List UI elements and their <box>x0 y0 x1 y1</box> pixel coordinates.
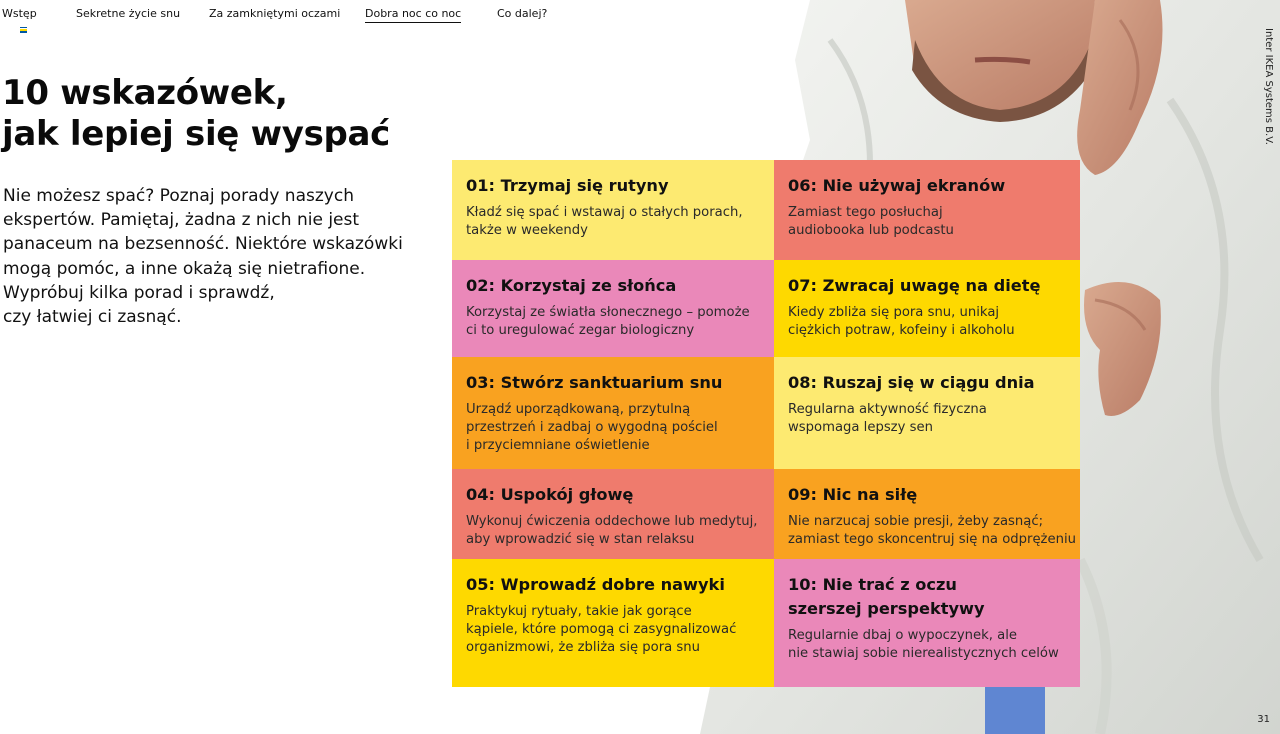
tip-text-line: Kładź się spać i wstawaj o stałych porach, <box>466 205 743 220</box>
page-title-line-2: jak lepiej się wyspać <box>2 114 391 154</box>
tip-text <box>466 513 774 549</box>
tip-title-line: 02: Korzystaj ze słońca <box>466 276 677 295</box>
tip-title <box>788 371 1080 395</box>
tip-text-line: także w weekendy <box>466 223 588 238</box>
tip-title <box>466 371 774 395</box>
tip-text-line: zamiast tego skoncentruj się na odprężeniu <box>788 532 1076 547</box>
tip-text <box>466 304 774 340</box>
tip-text-line: Korzystaj ze światła słonecznego – pomoże <box>466 305 750 320</box>
nav-item-dobra-noc-co-noc[interactable]: Dobra noc co noc <box>365 7 461 23</box>
intro-line: panaceum na bezsenność. Niektóre wskazówki <box>3 234 403 255</box>
tip-title-line: szerszej perspektywy <box>788 599 985 618</box>
intro-line: Nie możesz spać? Poznaj porady naszych <box>3 186 354 206</box>
tip-text-line: Nie narzucaj sobie presji, żeby zasnąć; <box>788 514 1044 529</box>
page-number: 31 <box>1257 714 1270 725</box>
tip-card-09 <box>774 469 1080 559</box>
ikea-flag-icon <box>20 27 27 34</box>
tip-text <box>466 401 774 455</box>
tip-title <box>788 483 1080 507</box>
intro-line: ekspertów. Pamiętaj, żadna z nich nie jest <box>3 210 360 231</box>
tip-text-line: Regularna aktywność fizyczna <box>788 402 987 417</box>
tip-text <box>788 627 1080 663</box>
tip-text <box>466 204 774 240</box>
tip-text-line: przestrzeń i zadbaj o wygodną pościel <box>466 420 718 435</box>
tip-card-02 <box>452 260 774 357</box>
tip-text <box>788 401 1080 437</box>
tip-text-line: Wykonuj ćwiczenia oddechowe lub medytuj, <box>466 514 758 529</box>
tip-text-line: ciężkich potraw, kofeiny i alkoholu <box>788 323 1015 338</box>
tip-title-line: 09: Nic na siłę <box>788 485 918 504</box>
tip-card-03 <box>452 357 774 469</box>
tip-text-line: kąpiele, które pomogą ci zasygnalizować <box>466 622 737 637</box>
tip-text-line: wspomaga lepszy sen <box>788 420 933 435</box>
tip-title <box>466 274 774 298</box>
tip-title-line: 01: Trzymaj się rutyny <box>466 176 669 195</box>
tip-text <box>788 304 1080 340</box>
tip-card-06 <box>774 160 1080 260</box>
page-title-line-1: 10 wskazówek, <box>2 73 288 113</box>
intro-line: czy łatwiej ci zasnąć. <box>3 307 182 328</box>
tip-title <box>788 573 1080 621</box>
tip-text-line: Praktykuj rytuały, takie jak gorące <box>466 604 692 619</box>
tip-text <box>788 204 1080 240</box>
tip-text <box>466 603 774 657</box>
tip-text-line: Zamiast tego posłuchaj <box>788 205 943 220</box>
tip-card-10 <box>774 559 1080 687</box>
tip-text-line: ci to uregulować zegar biologiczny <box>466 323 695 338</box>
nav-item-za-zamknietymi-oczami[interactable]: Za zamkniętymi oczami <box>209 7 341 20</box>
tip-text-line: nie stawiaj sobie nierealistycznych celów <box>788 646 1059 661</box>
tip-text-line: Urządź uporządkowaną, przytulną <box>466 402 691 417</box>
tip-title-line: 05: Wprowadź dobre nawyki <box>466 575 725 594</box>
tip-text-line: aby wprowadzić się w stan relaksu <box>466 532 695 547</box>
tip-title-line: 10: Nie trać z oczu <box>788 575 957 594</box>
intro-paragraph <box>3 184 403 329</box>
tip-title-line: 07: Zwracaj uwagę na dietę <box>788 276 1041 295</box>
tip-text-line: organizmowi, że zbliża się pora snu <box>466 640 701 655</box>
tip-card-04 <box>452 469 774 559</box>
tip-text <box>788 513 1080 549</box>
nav-item-sekretne-zycie-snu[interactable]: Sekretne życie snu <box>76 7 181 20</box>
tip-title <box>466 483 774 507</box>
tip-title-line: 08: Ruszaj się w ciągu dnia <box>788 373 1035 392</box>
tip-text-line: Kiedy zbliża się pora snu, unikaj <box>788 305 1000 320</box>
tip-title-line: 04: Uspokój głowę <box>466 485 634 504</box>
tip-card-08 <box>774 357 1080 469</box>
tip-text-line: Regularnie dbaj o wypoczynek, ale <box>788 628 1017 643</box>
tip-title <box>788 274 1080 298</box>
tip-text-line: audiobooka lub podcastu <box>788 223 954 238</box>
intro-line: mogą pomóc, a inne okażą się nietrafione. <box>3 258 366 279</box>
tip-text-line: i przyciemniane oświetlenie <box>466 438 650 453</box>
tip-title <box>466 573 774 597</box>
tip-title <box>466 174 774 198</box>
brand-vertical-text: Inter IKEA Systems B.V. <box>1263 28 1274 145</box>
intro-line: Wypróbuj kilka porad i sprawdź, <box>3 282 275 303</box>
nav-item-wstep[interactable]: Wstęp <box>2 7 37 20</box>
tip-title-line: 06: Nie używaj ekranów <box>788 176 1006 195</box>
tip-card-01 <box>452 160 774 260</box>
tip-title-line: 03: Stwórz sanktuarium snu <box>466 373 723 392</box>
page-title <box>2 73 390 155</box>
tip-card-05 <box>452 559 774 687</box>
tip-card-07 <box>774 260 1080 357</box>
tip-title <box>788 174 1080 198</box>
nav-item-co-dalej[interactable]: Co dalej? <box>497 7 548 20</box>
